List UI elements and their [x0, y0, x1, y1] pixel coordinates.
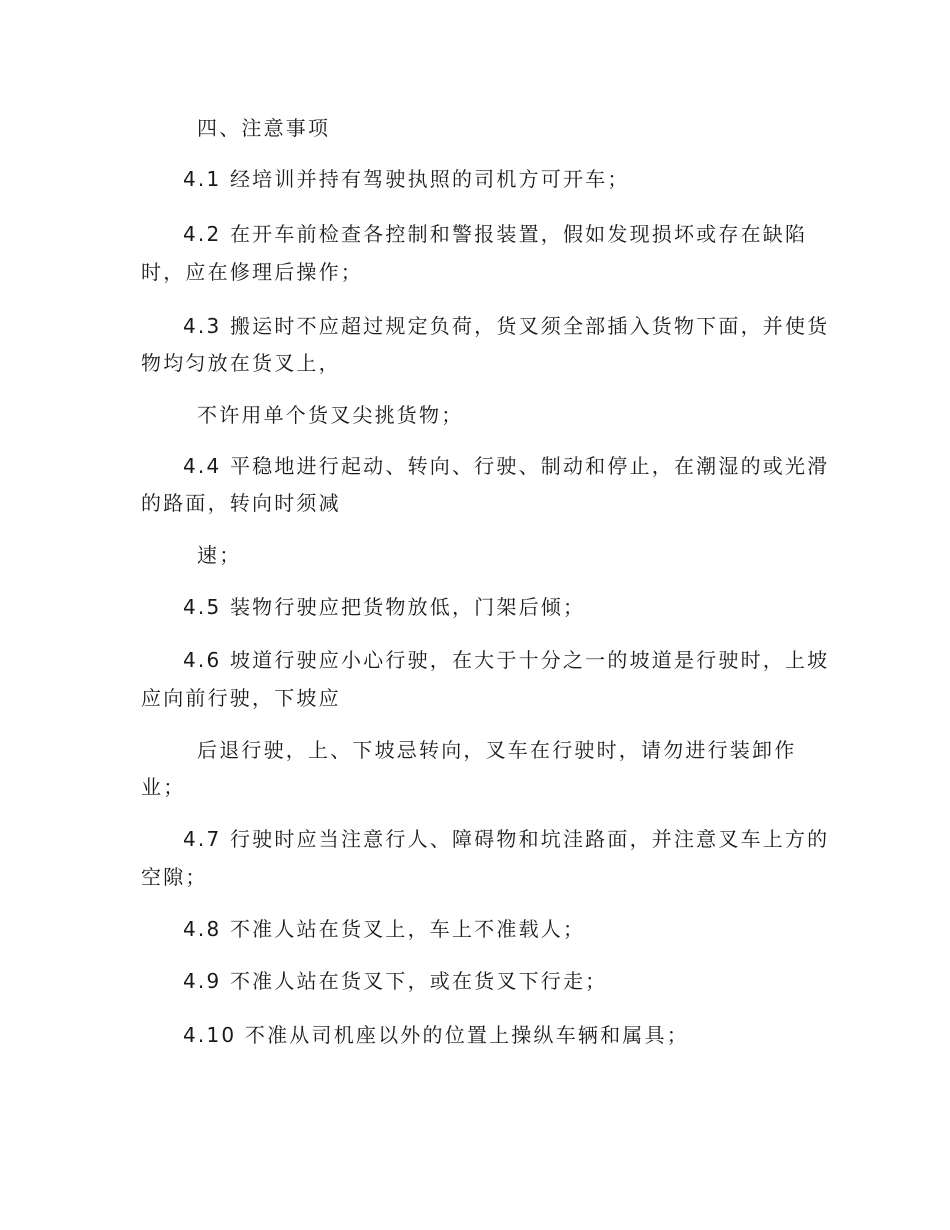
paragraph-line: 4.1 经培训并持有驾驶执照的司机方可开车；: [183, 167, 630, 191]
paragraph-line: 应向前行驶，下坡应: [141, 686, 341, 710]
paragraph-line: 后退行驶，上、下坡忌转向，叉车在行驶时，请勿进行装卸作: [197, 738, 797, 762]
paragraph-line: 不许用单个货叉尖挑货物；: [197, 403, 464, 427]
paragraph-line: 4.9 不准人站在货叉下，或在货叉下行走；: [183, 969, 608, 993]
paragraph-line: 4.2 在开车前检查各控制和警报装置，假如发现损坏或存在缺陷: [183, 222, 808, 246]
paragraph-line: 4.7 行驶时应当注意行人、障碍物和坑洼路面，并注意叉车上方的: [183, 827, 830, 851]
paragraph-line: 速；: [197, 543, 242, 567]
paragraph-line: 4.3 搬运时不应超过规定负荷，货叉须全部插入货物下面，并使货: [183, 314, 830, 338]
paragraph-line: 的路面，转向时须减: [141, 491, 341, 515]
paragraph-line: 业；: [141, 775, 186, 799]
paragraph-line: 空隙；: [141, 865, 208, 889]
paragraph-line: 4.6 坡道行驶应小心行驶，在大于十分之一的坡道是行驶时，上坡: [183, 648, 830, 672]
paragraph-line: 4.5 装物行驶应把货物放低，门架后倾；: [183, 595, 586, 619]
section-heading: 四、注意事项: [197, 116, 331, 140]
paragraph-line: 时，应在修理后操作；: [141, 260, 363, 284]
paragraph-line: 4.10 不准从司机座以外的位置上操纵车辆和属具；: [183, 1023, 689, 1047]
paragraph-line: 4.4 平稳地进行起动、转向、行驶、制动和停止，在潮湿的或光滑: [183, 454, 830, 478]
paragraph-line: 4.8 不准人站在货叉上，车上不准载人；: [183, 917, 586, 941]
paragraph-line: 物均匀放在货叉上，: [141, 351, 341, 375]
